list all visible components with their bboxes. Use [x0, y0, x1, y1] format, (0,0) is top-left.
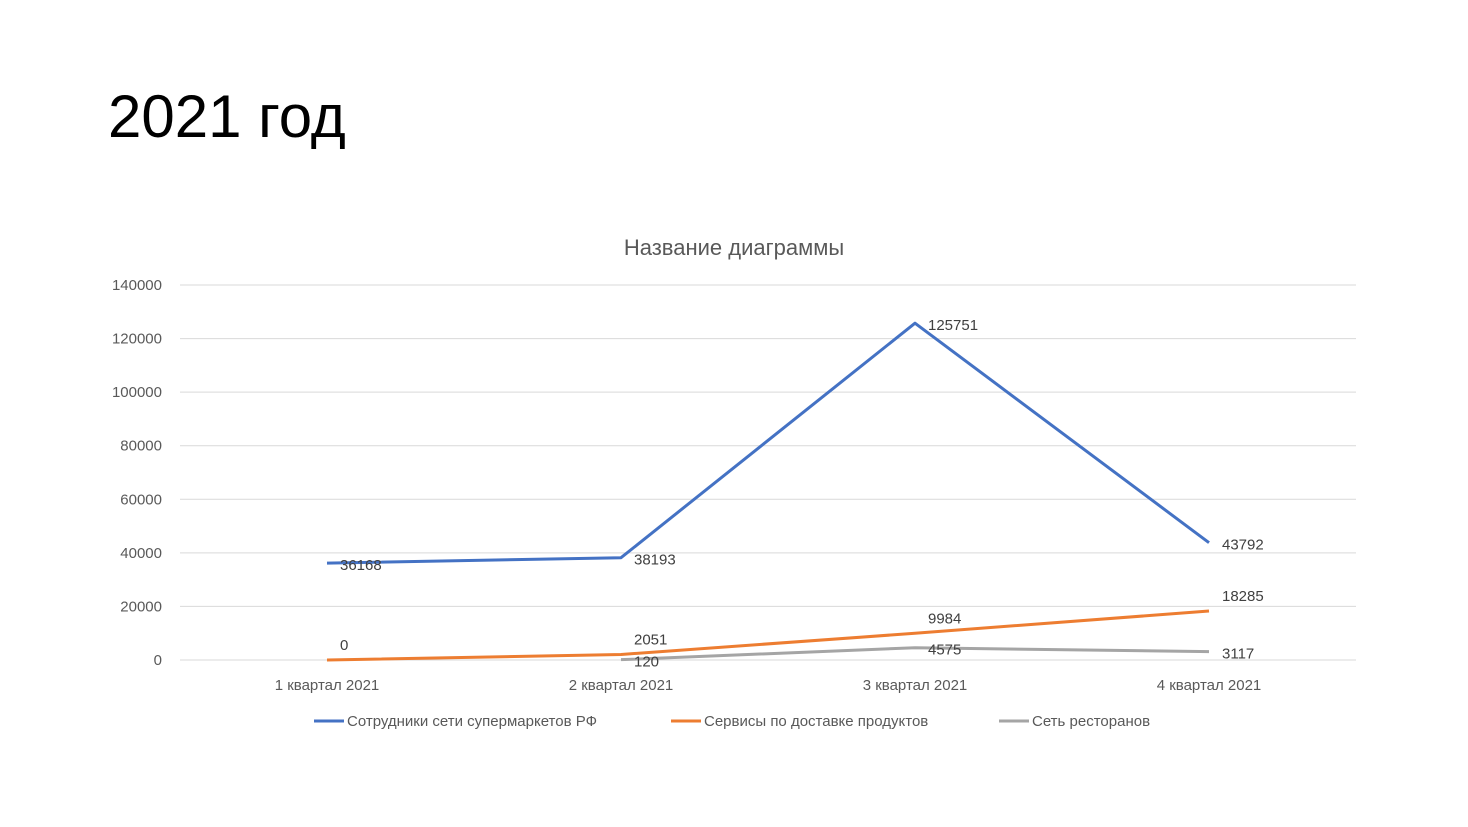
x-tick-label: 4 квартал 2021 [1156, 677, 1262, 694]
y-tick-label: 40000 [120, 544, 162, 562]
data-label: 120 [634, 653, 660, 671]
slide-title: 2021 год [108, 83, 346, 150]
data-label: 18285 [1222, 588, 1264, 606]
y-tick-label: 140000 [111, 277, 162, 294]
y-tick-label: 80000 [120, 437, 162, 455]
data-label: 43792 [1222, 536, 1264, 554]
data-label: 125751 [928, 317, 979, 335]
y-tick-label: 100000 [111, 384, 162, 402]
data-label: 38193 [634, 551, 676, 569]
data-label: 9984 [928, 610, 962, 628]
legend-label: Сотрудники сети супермаркетов РФ [347, 713, 597, 730]
legend-label: Сервисы по доставке продуктов [704, 713, 929, 730]
x-tick-label: 3 квартал 2021 [862, 677, 968, 694]
data-label: 4575 [928, 641, 962, 659]
legend-label: Сеть ресторанов [1032, 713, 1151, 730]
y-tick-label: 20000 [120, 598, 162, 616]
y-tick-label: 120000 [111, 330, 162, 348]
series-line [327, 323, 1209, 563]
y-tick-label: 60000 [120, 491, 162, 509]
data-label: 0 [340, 637, 349, 654]
data-label: 36168 [340, 557, 382, 575]
x-tick-label: 2 квартал 2021 [568, 677, 674, 694]
y-tick-label: 0 [153, 652, 162, 669]
x-tick-label: 1 квартал 2021 [274, 677, 380, 694]
chart-title: Название диаграммы [623, 235, 845, 260]
data-label: 2051 [634, 631, 668, 649]
data-label: 3117 [1222, 645, 1255, 663]
